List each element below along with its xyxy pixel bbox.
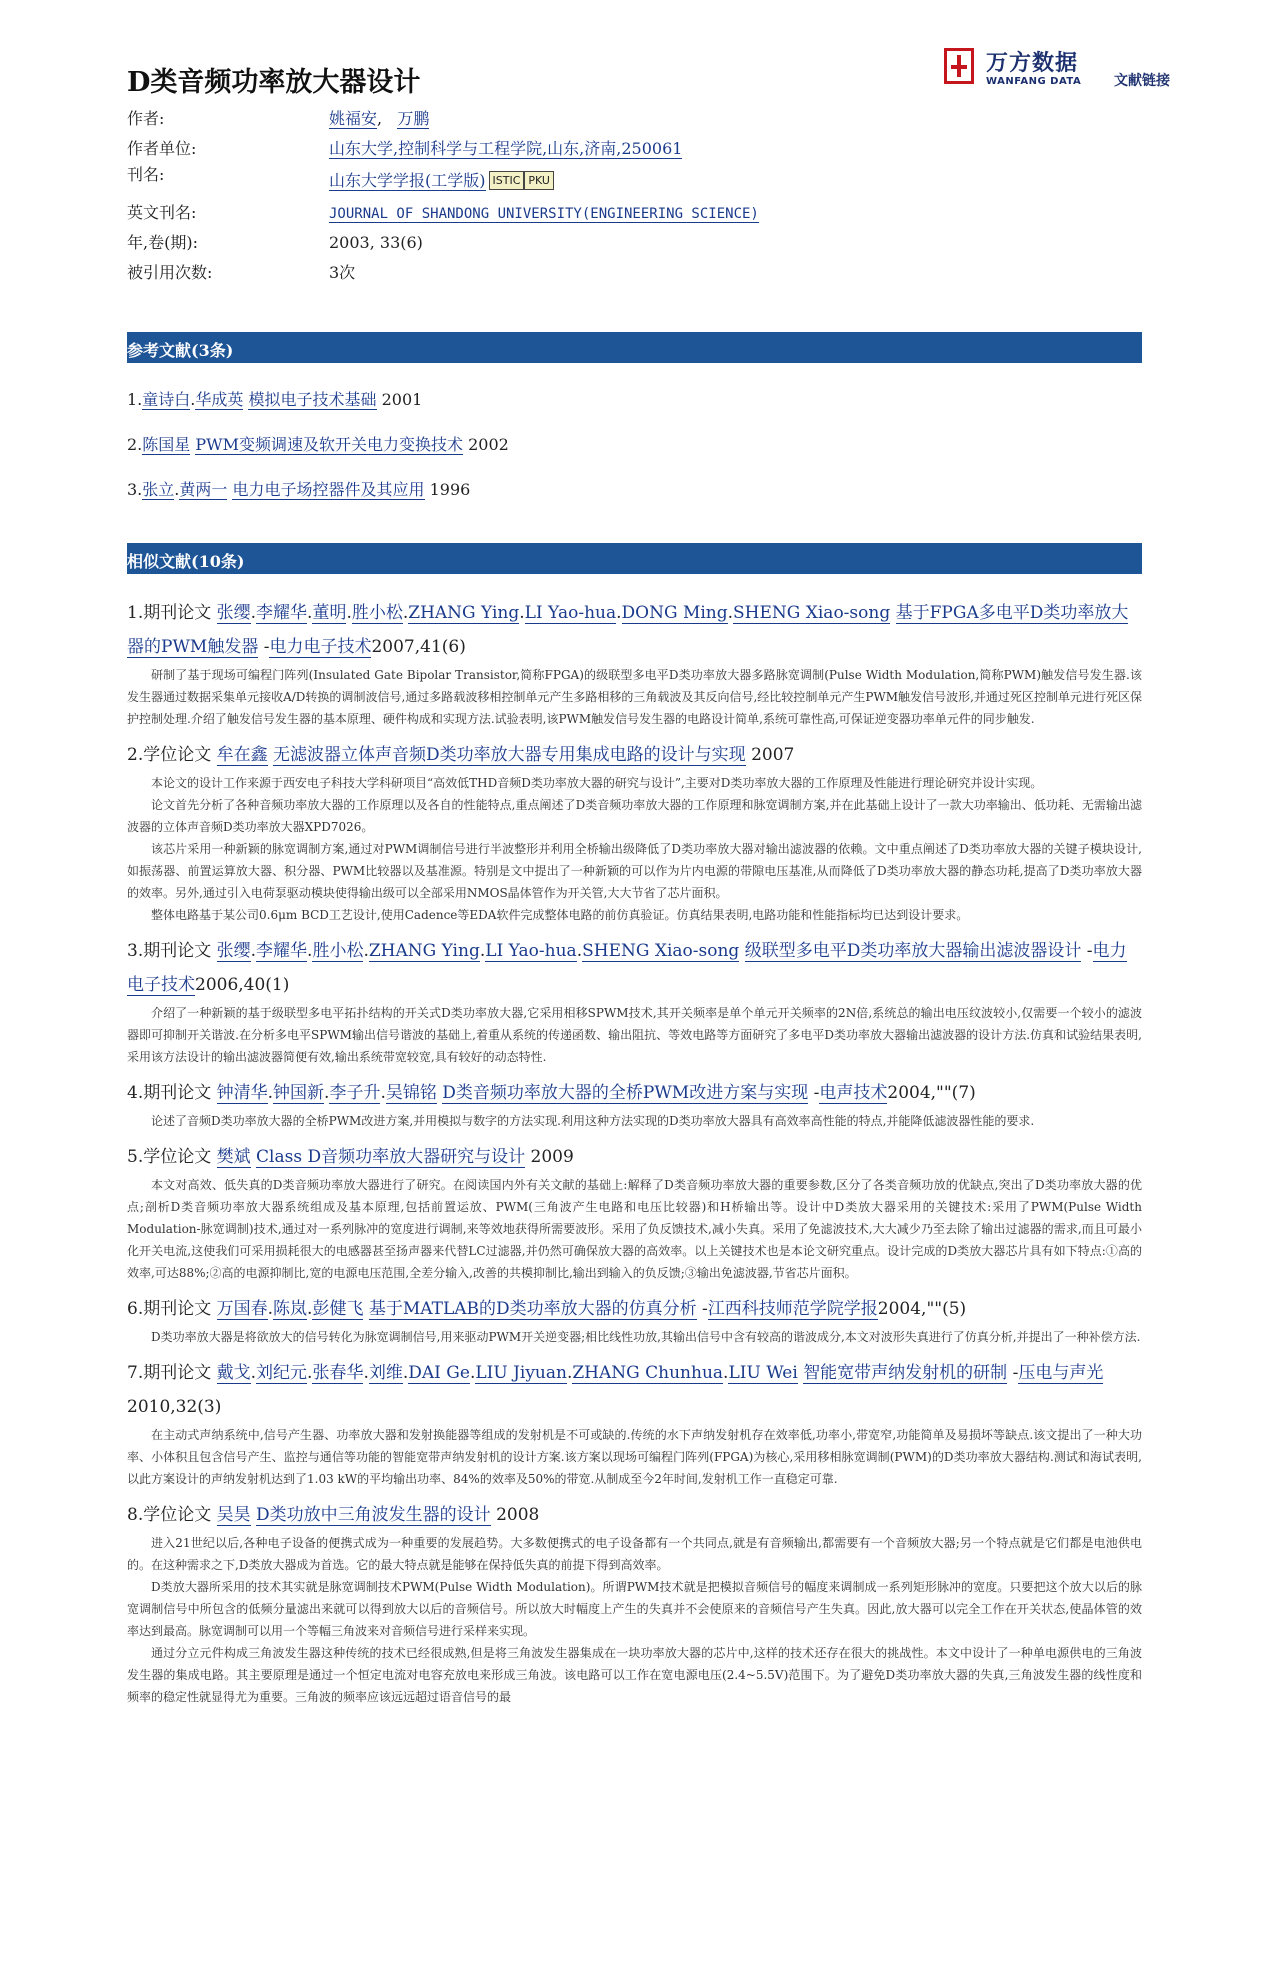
similar-item-abstract [127, 664, 1142, 730]
abstract-paragraph: 研制了基于现场可编程门阵列(Insulated Gate Bipolar Transistor,简称FPGA)的级联型多电平D类功率放大器多路脉宽调制(Pulse Width Modulation,简称PWM)触发信号发生器.该发生器通过数据采集单元接收A/D转换的调制波信号,通过多路载波移相控制单元产生多路相移的三角载波及其反向信号,经比较控制单元产生PWM触发信号波形,并通过死区控制单元进行死区保护控制处理.介绍了触发信号发生器的基本原理、硬件构成和实现方法.试验表明,该PWM触发信号发生器的电路设计简单,系统可靠性高,可保证逆变器功率单元件的同步触发. [127, 668, 1142, 726]
year-value: 2003, 33(6) [329, 233, 423, 252]
similar-author-link[interactable]: LIU Jiyuan [475, 1363, 567, 1383]
similar-author-link[interactable]: 李耀华 [256, 603, 308, 623]
similar-item-abstract [127, 1174, 1142, 1284]
similar-title-link[interactable]: 无滤波器立体声音频D类功率放大器专用集成电路的设计与实现 [273, 745, 746, 765]
similar-item [127, 596, 1142, 730]
similar-author-link[interactable]: 刘纪元 [256, 1363, 308, 1383]
similar-item-tail: 2007,41(6) [371, 637, 466, 657]
similar-author-link[interactable]: SHENG Xiao-song [733, 603, 891, 623]
similar-item-number: 2. [127, 745, 144, 765]
abstract-paragraph: 论述了音频D类功率放大器的全桥PWM改进方案,并用模拟与数字的方法实现.利用这种方法实现的D类功率放大器具有高效率高性能的特点,并能降低滤波器性能的要求. [151, 1114, 1035, 1128]
similar-item-number: 4. [127, 1083, 144, 1103]
year-label: 年,卷(期): [127, 233, 198, 252]
similar-header: 相似文献(10条) [127, 543, 1142, 574]
similar-item-tail: 2007 [751, 745, 795, 765]
affiliation-label: 作者单位: [127, 139, 197, 158]
similar-author-link[interactable]: 吴锦铭 [385, 1083, 437, 1103]
logo-en-text: WANFANG DATA [986, 76, 1082, 87]
similar-source-link[interactable]: 压电与声光 [1018, 1363, 1104, 1383]
abstract-paragraph: 本文对高效、低失真的D类音频功率放大器进行了研究。在阅读国内外有关文献的基础上:解释了D类音频功率放大器的重要参数,区分了各类音频功放的优缺点,突出了D类功率放大器的优点;剖析D类音频功率放大器系统组成及基本原理,包括前置运放、PWM(三角波产生电路和电压比较器)和H桥输出等。设计中D类放大器采用的关键技术:采用了PWM(Pulse Width Modulation-脉宽调制)技术,通过对一系列脉冲的宽度进行调制,来等效地获得所需要波形。采用了负反馈技术,减小失真。采用了免滤波技术,大大减少乃至去除了输出过滤器的需求,而且可最小化开关电流,这使我们可采用损耗很大的电感器甚至扬声器来代替LC过滤器,并仍然可确保放大器的高效率。以上关键技术也是本论文研究重点。设计完成的D类放大器芯片具有如下特点:①高的效率,可达88%;②高的电源抑制比,宽的电源电压范围,全差分输入,改善的共模抑制比,输出到输入的负反馈;③输出免滤波器,节省芯片面积。 [127, 1178, 1142, 1280]
reference-number: 2. [127, 435, 143, 454]
similar-item [127, 934, 1142, 1068]
similar-item-number: 6. [127, 1299, 144, 1319]
similar-title-link[interactable]: D类功放中三角波发生器的设计 [256, 1505, 491, 1525]
affiliation-link[interactable]: 山东大学,控制科学与工程学院,山东,济南,250061 [329, 139, 683, 158]
cited-label: 被引用次数: [127, 263, 213, 282]
similar-author-link[interactable]: 钟国新 [273, 1083, 325, 1103]
similar-item-type: 期刊论文 [143, 1363, 212, 1383]
similar-item [127, 738, 1142, 926]
similar-item-title-line: 3.期刊论文 张缨.李耀华.胜小松.ZHANG Ying.LI Yao-hua.SHENG Xiao-song 级联型多电平D类功率放大器输出滤波器设计 -电力电子技术2006,40(1) [127, 941, 1127, 995]
similar-item-type: 期刊论文 [143, 603, 212, 623]
reference-author-link[interactable]: 张立 [142, 480, 175, 499]
similar-item-tail: 2004,""(5) [877, 1299, 967, 1319]
reference-title-link[interactable]: 电力电子场控器件及其应用 [232, 480, 425, 499]
similar-item-type: 期刊论文 [143, 1083, 212, 1103]
similar-author-link[interactable]: 李子升 [329, 1083, 381, 1103]
similar-author-link[interactable]: LI Yao-hua [524, 603, 617, 623]
similar-author-link[interactable]: 胜小松 [312, 941, 364, 961]
similar-item-tail: 2008 [496, 1505, 540, 1525]
similar-item-number: 1. [127, 603, 144, 623]
logo-tag-text: 文献链接 [1114, 73, 1170, 89]
reference-year: 2001 [381, 390, 423, 409]
similar-author-link[interactable]: 万国春 [216, 1299, 268, 1319]
similar-item-type: 学位论文 [143, 1505, 212, 1525]
author-link[interactable]: 姚福安 [329, 109, 378, 128]
author-link[interactable]: 万鹏 [397, 109, 430, 128]
similar-item-title-line: 4.期刊论文 钟清华.钟国新.李子升.吴锦铭 D类音频功率放大器的全桥PWM改进方案与实现 -电声技术2004,""(7) [127, 1083, 976, 1103]
abstract-paragraph: 在主动式声纳系统中,信号产生器、功率放大器和发射换能器等组成的发射机是不可或缺的.传统的水下声纳发射机存在效率低,功率小,带宽窄,功能简单及易损坏等缺点.该文提出了一种大功率、小体积且包含信号产生、监控与通信等功能的智能宽带声纳发射机的设计方案.该方案以现场可编程门阵列(FPGA)为核心,采用移相脉宽调制(PWM)的D类功率放大器结构.测试和海试表明,以此方案设计的声纳发射机达到了1.03 kW的平均输出功率、84%的效率及50%的带宽.从制成至今2年时间,发射机工作一直稳定可靠. [127, 1428, 1142, 1486]
similar-author-link[interactable]: 李耀华 [256, 941, 308, 961]
reference-author-link[interactable]: 童诗白 [142, 390, 191, 409]
similar-author-link[interactable]: LI Yao-hua [485, 941, 577, 961]
wanfang-logo[interactable] [944, 48, 1184, 90]
reference-year: 2002 [468, 435, 509, 454]
similar-title-link[interactable]: 基于MATLAB的D类功率放大器的仿真分析 [368, 1299, 697, 1319]
similar-author-link[interactable]: 彭健飞 [312, 1299, 364, 1319]
similar-author-link[interactable]: 董明 [312, 603, 347, 623]
similar-source-link[interactable]: 江西科技师范学院学报 [707, 1299, 878, 1319]
authors-value: 姚福安, 万鹏 [329, 109, 430, 128]
similar-author-link[interactable]: 吴昊 [216, 1505, 251, 1525]
reference-number: 3. [127, 480, 143, 499]
similar-item-number: 7. [127, 1363, 144, 1383]
journal-label: 刊名: [127, 165, 165, 184]
similar-author-link[interactable]: 刘维 [368, 1363, 403, 1383]
similar-author-link[interactable]: ZHANG Chunhua [572, 1363, 724, 1383]
abstract-paragraph: 通过分立元件构成三角波发生器这种传统的技术已经很成熟,但是将三角波发生器集成在一块功率放大器的芯片中,这样的技术还存在很大的挑战性。本文中设计了一种单电源供电的三角波发生器的集成电路。其主要原理是通过一个恒定电流对电容充放电来形成三角波。该电路可以工作在宽电源电压(2.4~5.5V)范围下。为了避免D类功率放大器的失真,三角波发生器的线性度和频率的稳定性就显得尤为重要。三角波的频率应该远远超过语音信号的最 [127, 1646, 1142, 1704]
journal-link[interactable]: 山东大学学报(工学版) [329, 171, 486, 190]
similar-source-link[interactable]: 电力电子技术 [127, 941, 1127, 995]
abstract-paragraph: 本论文的设计工作来源于西安电子科技大学科研项目“高效低THD音频D类功率放大器的研究与设计”,主要对D类功率放大器的工作原理及性能进行理论研究并设计实现。 [151, 776, 1043, 790]
similar-author-link[interactable]: 牟在鑫 [216, 745, 268, 765]
similar-list [127, 596, 1142, 1716]
similar-item-number: 8. [127, 1505, 144, 1525]
pku-badge: PKU [524, 171, 554, 190]
similar-author-link[interactable]: ZHANG Ying [408, 603, 520, 623]
similar-source-link[interactable]: 电力电子技术 [269, 637, 372, 657]
reference-title-link[interactable]: PWM变频调速及软开关电力变换技术 [195, 435, 463, 454]
reference-item [127, 430, 1142, 475]
similar-item-tail: 2010,32(3) [127, 1397, 222, 1417]
logo-cn-text: 万方数据 [986, 51, 1079, 76]
similar-item-tail: 2009 [530, 1147, 574, 1167]
similar-item-abstract [127, 772, 1142, 926]
similar-author-link[interactable]: SHENG Xiao-song [582, 941, 740, 961]
reference-item: 1.童诗白.华成英 模拟电子技术基础 2001 [127, 390, 423, 409]
reference-author-link[interactable]: 华成英 [195, 390, 244, 409]
similar-author-link[interactable]: 张缨 [216, 941, 251, 961]
similar-item-title-line: 6.期刊论文 万国春.陈岚.彭健飞 基于MATLAB的D类功率放大器的仿真分析 -江西科技师范学院学报2004,""(5) [127, 1299, 967, 1319]
similar-item [127, 1498, 1142, 1708]
abstract-paragraph: 论文首先分析了各种音频功率放大器的工作原理以及各自的性能特点,重点阐述了D类音频功率放大器的工作原理和脉宽调制方案,并在此基础上设计了一款大功率输出、低功耗、无需输出滤波器的立体声音频D类功率放大器XPD7026。 [127, 798, 1142, 834]
similar-item-type: 学位论文 [143, 1147, 212, 1167]
similar-title-link[interactable]: D类音频功率放大器的全桥PWM改进方案与实现 [442, 1083, 809, 1103]
abstract-paragraph: 整体电路基于某公司0.6μm BCD工艺设计,使用Cadence等EDA软件完成整体电路的前仿真验证。仿真结果表明,电路功能和性能指标均已达到设计要求。 [151, 908, 969, 922]
similar-author-link[interactable]: 陈岚 [273, 1299, 308, 1319]
similar-item-title-line: 1.期刊论文 张缨.李耀华.董明.胜小松.ZHANG Ying.LI Yao-hua.DONG Ming.SHENG Xiao-song 基于FPGA多电平D类功率放大器的PWM触发器 -电力电子技术2007,41(6) [127, 603, 1129, 657]
wanfang-logo-icon [944, 48, 974, 84]
references-list [127, 385, 1142, 520]
similar-item-number: 3. [127, 941, 144, 961]
similar-author-link[interactable]: 张缨 [216, 603, 251, 623]
similar-author-link[interactable]: 樊斌 [216, 1147, 251, 1167]
cited-value: 3次 [329, 263, 356, 282]
similar-item [127, 1140, 1142, 1284]
reference-title-link[interactable]: 模拟电子技术基础 [248, 390, 377, 409]
similar-item-type: 期刊论文 [143, 941, 212, 961]
similar-item-title-line: 7.期刊论文 戴戈.刘纪元.张春华.刘维.DAI Ge.LIU Jiyuan.ZHANG Chunhua.LIU Wei 智能宽带声纳发射机的研制 -压电与声光2010,32(3) [127, 1363, 1104, 1417]
similar-item-number: 5. [127, 1147, 144, 1167]
similar-source-link[interactable]: 电声技术 [819, 1083, 888, 1103]
similar-author-link[interactable]: 戴戈 [216, 1363, 251, 1383]
similar-item-title-line [127, 738, 1142, 772]
authors-label: 作者: [127, 109, 165, 128]
en-journal-link[interactable]: JOURNAL OF SHANDONG UNIVERSITY(ENGINEERING SCIENCE) [329, 206, 759, 222]
reference-year: 1996 [429, 480, 471, 499]
abstract-paragraph: 该芯片采用一种新颖的脉宽调制方案,通过对PWM调制信号进行半波整形并利用全桥输出级降低了D类功率放大器对输出滤波器的依赖。文中重点阐述了D类功率放大器的关键子模块设计,如振荡器、前置运算放大器、积分器、PWM比较器以及基准源。特别是文中提出了一种新颖的可以作为片内电源的带隙电压基准,从而降低了D类功率放大器的静态功耗,提高了D类功率放大器的效率。另外,通过引入电荷泵驱动模块使得输出级可以全部采用NMOS晶体管作为开关管,大大节省了芯片面积。 [127, 842, 1142, 900]
similar-item-abstract [127, 1532, 1142, 1708]
similar-item-abstract [127, 1326, 1142, 1348]
istic-badge: ISTIC [489, 171, 525, 190]
reference-number: 1. [127, 390, 143, 409]
similar-title-link[interactable]: 级联型多电平D类功率放大器输出滤波器设计 [744, 941, 1082, 961]
similar-item-type: 期刊论文 [143, 1299, 212, 1319]
abstract-paragraph: D类放大器所采用的技术其实就是脉宽调制技术PWM(Pulse Width Modulation)。所谓PWM技术就是把模拟音频信号的幅度来调制成一系列矩形脉冲的宽度。只要把这个放大以后的脉宽调制信号中所包含的低频分量滤出来就可以得到放大以后的音频信号。所以放大时幅度上产生的失真并不会使原来的音频信号产生失真。因此,放大器可以完全工作在开关状态,使晶体管的效率达到最高。脉宽调制可以用一个等幅三角波来对音频信号进行采样来实现。 [127, 1580, 1142, 1638]
similar-item-abstract [127, 1110, 1142, 1132]
similar-author-link[interactable]: ZHANG Ying [368, 941, 480, 961]
similar-item-type: 学位论文 [143, 745, 212, 765]
similar-title-link[interactable]: Class D音频功率放大器研究与设计 [256, 1147, 526, 1167]
similar-title-link[interactable]: 智能宽带声纳发射机的研制 [803, 1363, 1008, 1383]
similar-item-title-line [127, 1140, 1142, 1174]
similar-author-link[interactable]: DAI Ge [408, 1363, 470, 1383]
reference-author-link[interactable]: 黄两一 [179, 480, 228, 499]
abstract-paragraph: 进入21世纪以后,各种电子设备的便携式成为一种重要的发展趋势。大多数便携式的电子设备都有一个共同点,就是有音频输出,都需要有一个音频放大器;另一个特点就是它们都是电池供电的。在这种需求之下,D类放大器成为首选。它的最大特点就是能够在保持低失真的前提下得到高效率。 [127, 1536, 1142, 1572]
similar-item [127, 1292, 1142, 1348]
similar-author-link[interactable]: 胜小松 [351, 603, 403, 623]
similar-author-link[interactable]: 钟清华 [216, 1083, 268, 1103]
similar-item-tail: 2006,40(1) [195, 975, 290, 995]
similar-author-link[interactable]: DONG Ming [621, 603, 728, 623]
en-journal-label: 英文刊名: [127, 203, 197, 222]
references-header: 参考文献(3条) [127, 332, 1142, 363]
similar-item [127, 1356, 1142, 1490]
similar-author-link[interactable]: LIU Wei [728, 1363, 798, 1383]
similar-title-link[interactable]: 基于FPGA多电平D类功率放大器的PWM触发器 [127, 603, 1129, 657]
abstract-paragraph: 介绍了一种新颖的基于级联型多电平拓扑结构的开关式D类功率放大器,它采用相移SPWM技术,其开关频率是单个单元开关频率的2N倍,系统总的输出电压纹波较小,仅需要一个较小的滤波器即可抑制开关谐波.在分析多电平SPWM输出信号谐波的基础上,着重从系统的传递函数、输出阻抗、等效电路等方面研究了多电平D类功率放大器输出滤波器的设计方法.仿真和试验结果表明,采用该方法设计的输出滤波器简便有效,输出系统带宽较宽,具有较好的动态特性. [127, 1006, 1142, 1064]
reference-author-link[interactable]: 陈国星 [142, 435, 191, 454]
reference-item: 3.张立.黄两一 电力电子场控器件及其应用 1996 [127, 480, 471, 499]
similar-item-abstract [127, 1424, 1142, 1490]
similar-item [127, 1076, 1142, 1132]
similar-item-title-line [127, 1498, 1142, 1532]
similar-author-link[interactable]: 张春华 [312, 1363, 364, 1383]
similar-item-abstract [127, 1002, 1142, 1068]
abstract-paragraph: D类功率放大器是将欲放大的信号转化为脉宽调制信号,用来驱动PWM开关逆变器;相比线性功放,其输出信号中含有较高的谐波成分,本文对波形失真进行了仿真分析,并提出了一种补偿方法. [151, 1330, 1141, 1344]
similar-item-tail: 2004,""(7) [887, 1083, 976, 1103]
document-title: D类音频功率放大器设计 [127, 67, 421, 98]
